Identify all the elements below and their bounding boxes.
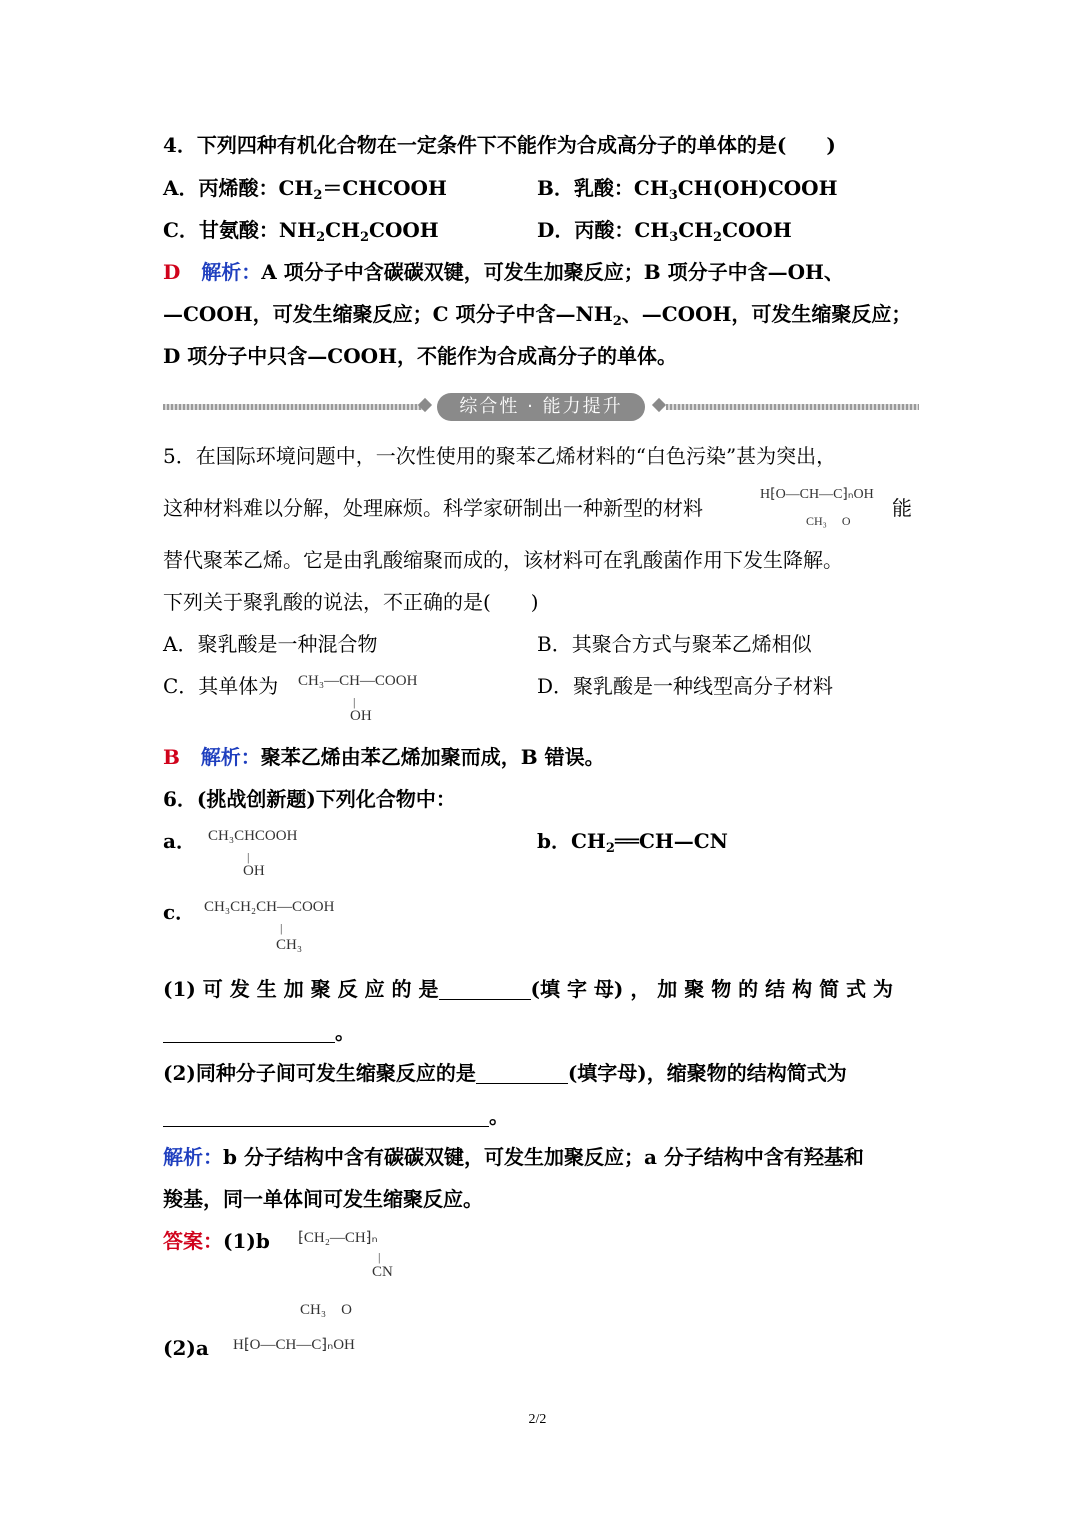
q5-option-c-formula: CH₃—CH—COOH	[298, 673, 418, 689]
q5-option-c-oh: OH	[350, 708, 372, 724]
q6-part2: (2)同种分子间可发生缩聚反应的是 (填字母)，缩聚物的结构简式为	[163, 1061, 847, 1085]
q5-explanation: B 解析：聚苯乙烯由苯乙烯加聚而成，B 错误。	[163, 745, 605, 769]
q6-item-c-formula: CH₃CH₂CH—COOH	[204, 899, 335, 915]
q5-answer: B	[163, 745, 180, 769]
q6-answer-2-formula: H⁅O—CH—C⁆ₙOH	[233, 1337, 355, 1353]
q6-item-c-label: c．	[163, 900, 196, 924]
banner-rule-right	[666, 404, 919, 410]
q6-explanation-line1: 解析：b 分子结构中含有碳碳双键，可发生加聚反应；a 分子结构中含有羟基和	[163, 1145, 864, 1169]
q6-stem: 6．(挑战创新题)下列化合物中：	[163, 787, 456, 811]
page-number: 2/2	[528, 1412, 547, 1427]
q6-part1-blank2[interactable]	[163, 1022, 335, 1043]
q6-answer-1-cn: CN	[372, 1264, 393, 1280]
q5-stem-line1: 5．在国际环境问题中，一次性使用的聚苯乙烯材料的“白色污染”甚为突出，	[163, 444, 837, 468]
q5-polymer-substituents: CH₃ O	[806, 514, 851, 528]
banner-rule-left	[163, 404, 423, 410]
q4-explanation-line2: —COOH，可发生缩聚反应；C 项分子中含$—NH_2$、—COOH，可发生缩聚反应；	[163, 302, 912, 329]
q6-item-a-label: a．	[163, 829, 196, 853]
section-banner: 综合性 · 能力提升	[437, 393, 645, 421]
q5-stem-line4: 下列关于聚乳酸的说法，不正确的是( )	[163, 590, 539, 614]
q4-explanation-line3: D 项分子中只含—COOH，不能作为合成高分子的单体。	[163, 344, 677, 368]
q6-answer-2-substituents: CH₃ O	[300, 1302, 352, 1318]
q6-item-a-formula: CH₃CHCOOH	[208, 828, 298, 844]
q4-option-b: B．乳酸：$CH_3CH(OH)COOH$	[537, 176, 838, 203]
q4-option-d: D．丙酸：$CH_3CH_2COOH$	[537, 218, 792, 245]
q6-item-a-bond: |	[247, 850, 250, 864]
q5-option-b: B．其聚合方式与聚苯乙烯相似	[537, 632, 812, 656]
q6-item-a-oh: OH	[243, 863, 265, 879]
q5-stem-line3: 替代聚苯乙烯。它是由乳酸缩聚而成的，该材料可在乳酸菌作用下发生降解。	[163, 548, 843, 572]
q6-item-c-bond: |	[280, 921, 283, 935]
q6-part2-blank2[interactable]	[163, 1106, 489, 1127]
q6-part2-line2: 。	[163, 1104, 509, 1128]
q6-part2-blank1[interactable]	[476, 1063, 568, 1084]
q5-polymer-formula: H⁅O—CH—C⁆ₙOH	[760, 487, 874, 502]
q4-stem: 4．下列四种有机化合物在一定条件下不能作为合成高分子的单体的是( )	[163, 133, 836, 157]
q6-explanation-line2: 羧基，同一单体间可发生缩聚反应。	[163, 1187, 483, 1211]
q6-part1-blank1[interactable]	[439, 979, 531, 1000]
q5-stem-line2: 这种材料难以分解，处理麻烦。科学家研制出一种新型的材料	[163, 496, 703, 520]
q4-explanation-label: 解析：	[201, 260, 262, 284]
q5-option-d: D．聚乳酸是一种线型高分子材料	[537, 674, 834, 698]
banner-diamond-right	[652, 398, 666, 412]
q4-option-c: C．甘氨酸：$NH_2CH_2COOH$	[163, 218, 439, 245]
q6-part1-line2: 。	[163, 1020, 355, 1044]
q6-answer-1-bond: |	[378, 1250, 381, 1264]
q4-explanation-line1: D 解析：A 项分子中含碳碳双键，可发生加聚反应；B 项分子中含—OH、	[163, 260, 844, 284]
q6-answer-2: (2)a	[163, 1336, 209, 1360]
q5-explanation-label: 解析：	[200, 745, 261, 769]
q6-answer-1-formula: ⁅CH₂—CH⁆ₙ	[298, 1230, 378, 1246]
q4-answer: D	[163, 260, 181, 284]
q6-item-c-ch3: CH₃	[276, 937, 303, 953]
q5-option-c-bond: |	[353, 695, 356, 709]
q6-answer-1: 答案：(1)b	[163, 1229, 270, 1253]
q5-option-a: A．聚乳酸是一种混合物	[163, 632, 378, 656]
q4-option-a: A．丙烯酸：$CH_2=CHCOOH$	[163, 176, 447, 203]
q5-stem-line2-end: 能	[892, 496, 912, 520]
q5-option-c: C．其单体为	[163, 674, 279, 698]
q6-part1: (1) 可 发 生 加 聚 反 应 的 是 (填 字 母) ， 加 聚 物 的 结 构 简 式 为	[163, 977, 893, 1001]
q6-answer-label: 答案：	[163, 1229, 223, 1253]
q6-item-b: b．$CH_2══CH—CN$	[537, 829, 728, 856]
q6-explanation-label: 解析：	[163, 1145, 223, 1169]
